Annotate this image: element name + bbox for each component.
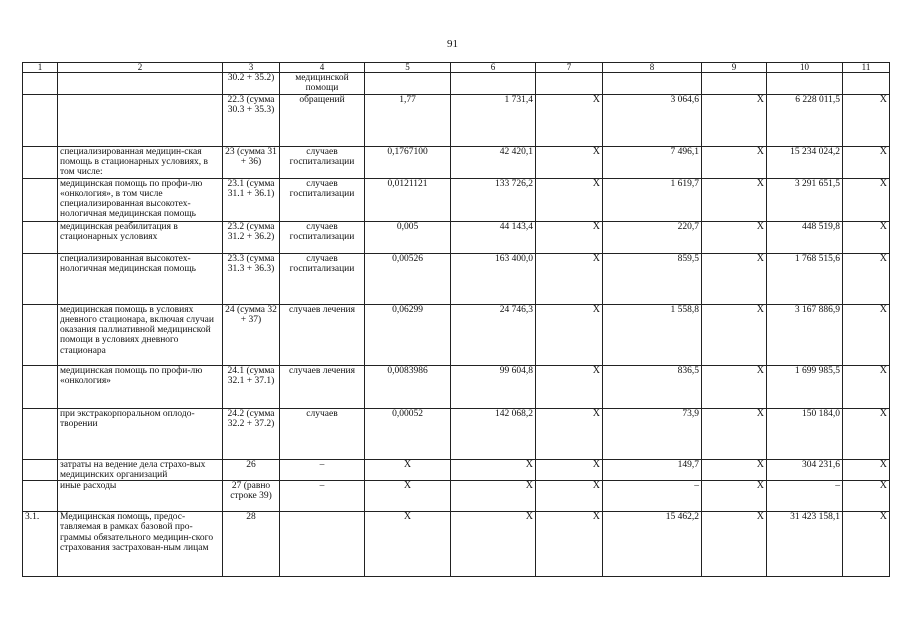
- cell-row-label: медицинская помощь по профи-лю «онкология», в том числе специализированная высокотех-нологичная медицинская помощь: [58, 178, 223, 221]
- cell-cost-budget: X: [536, 459, 603, 481]
- cell-unit: случаев госпитализации: [280, 221, 365, 253]
- cell-amount-oms: 448 519,8: [767, 221, 843, 253]
- cell-row-number: 23.3 (сумма 31.3 + 36.3): [223, 253, 280, 304]
- cell-row-number: 23.2 (сумма 31.2 + 36.2): [223, 221, 280, 253]
- cell-unit: –: [280, 459, 365, 481]
- cell-amount-oms: 6 228 011,5: [767, 94, 843, 146]
- cell-total: X: [843, 146, 890, 178]
- cell-amount-budget: X: [702, 459, 767, 481]
- table-row: [23, 94, 890, 146]
- table-row: [23, 408, 890, 459]
- cell-amount-oms: [767, 73, 843, 95]
- row-index-cell: [23, 408, 58, 459]
- cell-row-label: медицинская помощь в условиях дневного стационара, включая случаи оказания паллиативной медицинской помощи в условиях дневного стационара: [58, 304, 223, 365]
- cell-row-label: Медицинская помощь, предос-тавляемая в рамках базовой про-граммы обязательного медицин-ского страхования застрахован-ным лицам: [58, 512, 223, 577]
- header-cell: 11: [843, 63, 890, 73]
- table-row: [23, 221, 890, 253]
- cell-cost-oms: 859,5: [603, 253, 702, 304]
- cell-amount-oms: 3 167 886,9: [767, 304, 843, 365]
- column-number-header: [23, 63, 890, 73]
- row-index-cell: [23, 253, 58, 304]
- cell-amount-oms: 1 699 985,5: [767, 365, 843, 408]
- cell-row-label: при экстракорпоральном оплодо-творении: [58, 408, 223, 459]
- cell-total: X: [843, 408, 890, 459]
- cell-per-capita-norm: X: [365, 459, 451, 481]
- cell-amount-budget: X: [702, 365, 767, 408]
- cell-total: X: [843, 459, 890, 481]
- cell-row-label: иные расходы: [58, 481, 223, 512]
- table-row: [23, 365, 890, 408]
- cell-unit: случаев лечения: [280, 304, 365, 365]
- cell-cost-oms: 836,5: [603, 365, 702, 408]
- cell-cost-oms: –: [603, 481, 702, 512]
- table-row: [23, 253, 890, 304]
- header-cell: 6: [451, 63, 536, 73]
- cell-unit-cost: 163 400,0: [451, 253, 536, 304]
- cell-amount-oms: 304 231,6: [767, 459, 843, 481]
- cell-unit: случаев: [280, 408, 365, 459]
- cell-unit-cost: 133 726,2: [451, 178, 536, 221]
- cell-cost-oms: 1 558,8: [603, 304, 702, 365]
- cell-unit-cost: 24 746,3: [451, 304, 536, 365]
- table-row: [23, 512, 890, 577]
- cell-unit: случаев госпитализации: [280, 178, 365, 221]
- cell-cost-budget: X: [536, 408, 603, 459]
- cell-cost-oms: 220,7: [603, 221, 702, 253]
- cell-total: X: [843, 512, 890, 577]
- cell-row-number: 22.3 (сумма 30.3 + 35.3): [223, 94, 280, 146]
- cell-row-label: медицинская помощь по профи-лю «онкология»: [58, 365, 223, 408]
- cell-unit: медицинской помощи: [280, 73, 365, 95]
- cell-row-number: 30.2 + 35.2): [223, 73, 280, 95]
- cell-amount-oms: 1 768 515,6: [767, 253, 843, 304]
- table-row: [23, 459, 890, 481]
- cell-amount-budget: X: [702, 408, 767, 459]
- cell-per-capita-norm: 0,1767100: [365, 146, 451, 178]
- table-row: [23, 481, 890, 512]
- cell-per-capita-norm: 1,77: [365, 94, 451, 146]
- row-index-cell: [23, 304, 58, 365]
- cell-unit: –: [280, 481, 365, 512]
- cell-per-capita-norm: X: [365, 481, 451, 512]
- cell-unit-cost: 142 068,2: [451, 408, 536, 459]
- page-number: 91: [447, 38, 458, 50]
- cell-cost-budget: X: [536, 365, 603, 408]
- cell-total: X: [843, 94, 890, 146]
- cell-unit: случаев госпитализации: [280, 146, 365, 178]
- cell-amount-oms: 3 291 651,5: [767, 178, 843, 221]
- cell-amount-budget: X: [702, 304, 767, 365]
- row-index-cell: [23, 178, 58, 221]
- cell-amount-budget: X: [702, 221, 767, 253]
- cell-row-number: 23.1 (сумма 31.1 + 36.1): [223, 178, 280, 221]
- cell-per-capita-norm: 0,0121121: [365, 178, 451, 221]
- cell-unit-cost: 1 731,4: [451, 94, 536, 146]
- cell-per-capita-norm: 0,00052: [365, 408, 451, 459]
- cell-amount-budget: [702, 73, 767, 95]
- cell-per-capita-norm: 0,005: [365, 221, 451, 253]
- row-index-cell: [23, 365, 58, 408]
- cell-cost-oms: [603, 73, 702, 95]
- row-index-cell: [23, 459, 58, 481]
- header-cell: 5: [365, 63, 451, 73]
- cell-total: [843, 73, 890, 95]
- row-index-cell: 3.1.: [23, 512, 58, 577]
- cell-cost-oms: 15 462,2: [603, 512, 702, 577]
- cell-cost-oms: 3 064,6: [603, 94, 702, 146]
- cell-total: X: [843, 365, 890, 408]
- cell-total: X: [843, 178, 890, 221]
- cell-unit-cost: 44 143,4: [451, 221, 536, 253]
- cell-cost-budget: X: [536, 94, 603, 146]
- header-cell: 8: [603, 63, 702, 73]
- cell-cost-budget: X: [536, 512, 603, 577]
- cell-unit-cost: 42 420,1: [451, 146, 536, 178]
- row-index-cell: [23, 146, 58, 178]
- cell-per-capita-norm: X: [365, 512, 451, 577]
- row-index-cell: [23, 481, 58, 512]
- header-cell: 1: [23, 63, 58, 73]
- cell-cost-budget: X: [536, 146, 603, 178]
- header-cell: 10: [767, 63, 843, 73]
- cell-cost-budget: X: [536, 304, 603, 365]
- cell-row-label: затраты на ведение дела страхо-вых медицинских организаций: [58, 459, 223, 481]
- cell-total: X: [843, 253, 890, 304]
- cell-amount-budget: X: [702, 512, 767, 577]
- cell-total: X: [843, 221, 890, 253]
- cell-unit-cost: X: [451, 512, 536, 577]
- header-cell: 9: [702, 63, 767, 73]
- row-index-cell: [23, 221, 58, 253]
- cell-row-label: медицинская реабилитация в стационарных условиях: [58, 221, 223, 253]
- cell-amount-oms: 31 423 158,1: [767, 512, 843, 577]
- cell-total: X: [843, 481, 890, 512]
- cell-row-label: [58, 94, 223, 146]
- cell-unit: случаев госпитализации: [280, 253, 365, 304]
- cell-cost-oms: 149,7: [603, 459, 702, 481]
- cell-cost-budget: X: [536, 178, 603, 221]
- cell-amount-budget: X: [702, 481, 767, 512]
- header-cell: 4: [280, 63, 365, 73]
- table-row: [23, 178, 890, 221]
- cell-row-label: [58, 73, 223, 95]
- table-row: [23, 304, 890, 365]
- cell-row-number: 28: [223, 512, 280, 577]
- cell-row-number: 24.1 (сумма 32.1 + 37.1): [223, 365, 280, 408]
- cell-amount-oms: 150 184,0: [767, 408, 843, 459]
- header-cell: 7: [536, 63, 603, 73]
- row-index-cell: [23, 73, 58, 95]
- cell-unit-cost: 99 604,8: [451, 365, 536, 408]
- cell-per-capita-norm: 0,06299: [365, 304, 451, 365]
- cell-cost-oms: 1 619,7: [603, 178, 702, 221]
- cell-cost-budget: [536, 73, 603, 95]
- cell-row-number: 26: [223, 459, 280, 481]
- cell-amount-oms: –: [767, 481, 843, 512]
- cell-unit: обращений: [280, 94, 365, 146]
- cell-per-capita-norm: [365, 73, 451, 95]
- cell-cost-budget: X: [536, 221, 603, 253]
- row-index-cell: [23, 94, 58, 146]
- table-row: [23, 146, 890, 178]
- cell-unit: [280, 512, 365, 577]
- cell-amount-budget: X: [702, 178, 767, 221]
- cell-amount-budget: X: [702, 146, 767, 178]
- cell-cost-budget: X: [536, 481, 603, 512]
- cell-per-capita-norm: 0,00526: [365, 253, 451, 304]
- cell-per-capita-norm: 0,0083986: [365, 365, 451, 408]
- cell-row-number: 24 (сумма 32 + 37): [223, 304, 280, 365]
- header-cell: 3: [223, 63, 280, 73]
- cell-unit-cost: [451, 73, 536, 95]
- cell-amount-budget: X: [702, 94, 767, 146]
- cell-unit: случаев лечения: [280, 365, 365, 408]
- cell-unit-cost: X: [451, 459, 536, 481]
- cell-amount-budget: X: [702, 253, 767, 304]
- header-cell: 2: [58, 63, 223, 73]
- table-row: [23, 73, 890, 95]
- cell-cost-oms: 73,9: [603, 408, 702, 459]
- cell-cost-oms: 7 496,1: [603, 146, 702, 178]
- cell-amount-oms: 15 234 024,2: [767, 146, 843, 178]
- cell-row-label: специализированная высокотех-нологичная медицинская помощь: [58, 253, 223, 304]
- cell-cost-budget: X: [536, 253, 603, 304]
- cell-unit-cost: X: [451, 481, 536, 512]
- cell-row-number: 27 (равно строке 39): [223, 481, 280, 512]
- cell-row-number: 24.2 (сумма 32.2 + 37.2): [223, 408, 280, 459]
- cell-row-number: 23 (сумма 31 + 36): [223, 146, 280, 178]
- budget-table: [22, 62, 890, 577]
- cell-row-label: специализированная медицин-ская помощь в стационарных условиях, в том числе:: [58, 146, 223, 178]
- cell-total: X: [843, 304, 890, 365]
